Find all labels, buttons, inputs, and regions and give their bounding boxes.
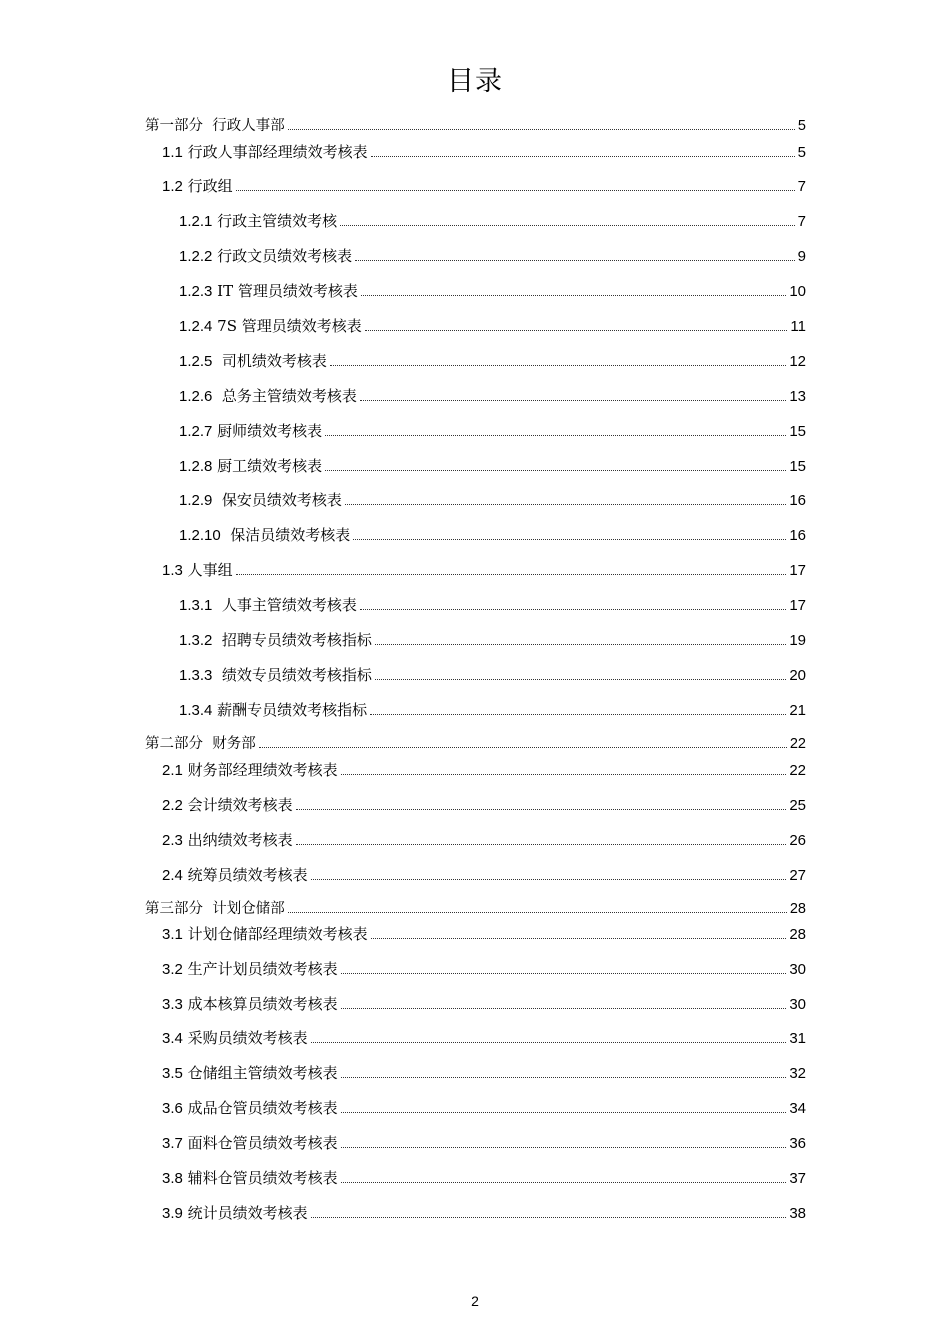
toc-entry-text: 行政文员绩效考核表 xyxy=(217,247,353,265)
toc-entry-title xyxy=(162,142,371,163)
toc-entry-text: 面料仓管员绩效考核表 xyxy=(187,1134,338,1152)
toc-dot-leader xyxy=(296,809,787,810)
toc-dot-leader xyxy=(375,644,786,645)
toc-entry-title xyxy=(162,176,236,197)
toc-dot-leader xyxy=(375,679,786,680)
toc-entry-number: 1.2.4 xyxy=(179,318,213,335)
toc-entry-page: 25 xyxy=(789,797,806,814)
toc-entry-text: 财务部经理绩效考核表 xyxy=(187,761,338,779)
toc-entry-number: 1.1 xyxy=(162,144,183,161)
toc-entry-text: 第三部分 计划仓储部 xyxy=(145,901,285,917)
toc-entry-title xyxy=(162,994,341,1015)
toc-dot-leader xyxy=(361,295,786,296)
toc-entry-page: 5 xyxy=(797,144,806,161)
toc-dot-leader xyxy=(340,225,794,226)
toc-entry-number: 1.2.7 xyxy=(179,423,213,440)
toc-entry-number: 3.1 xyxy=(162,926,183,943)
toc-dot-leader xyxy=(345,504,786,505)
toc-entry-page: 34 xyxy=(789,1100,806,1117)
toc-entry-page: 16 xyxy=(789,527,806,544)
toc-entry-title xyxy=(179,316,365,337)
toc-entry-text: 行政主管绩效考核 xyxy=(217,212,338,230)
toc-dot-leader xyxy=(353,539,786,540)
toc-entry-page: 9 xyxy=(797,248,806,265)
toc-entry-number: 2.4 xyxy=(162,867,183,884)
toc-entry-title xyxy=(179,525,353,546)
toc-entry[interactable] xyxy=(145,142,806,163)
toc-entry-text: 第二部分 财务部 xyxy=(145,736,256,752)
toc-entry[interactable] xyxy=(145,700,806,721)
toc-entry-text: 招聘专员绩效考核指标 xyxy=(217,631,372,649)
toc-entry-page: 11 xyxy=(790,318,806,335)
toc-entry-title xyxy=(179,211,340,232)
toc-entry[interactable] xyxy=(145,665,806,686)
toc-entry[interactable] xyxy=(145,351,806,372)
toc-entry-page: 20 xyxy=(789,667,806,684)
toc-entry-number: 3.6 xyxy=(162,1100,183,1117)
page-number: 2 xyxy=(471,1293,479,1309)
toc-entry-title xyxy=(179,630,375,651)
toc-dot-leader xyxy=(341,973,787,974)
toc-entry-page: 27 xyxy=(789,867,806,884)
toc-entry-text: 成品仓管员绩效考核表 xyxy=(187,1099,338,1117)
toc-entry[interactable] xyxy=(145,211,806,232)
toc-entry-title xyxy=(179,490,345,511)
toc-entry-number: 3.4 xyxy=(162,1030,183,1047)
toc-entry[interactable] xyxy=(145,386,806,407)
toc-entry-page: 5 xyxy=(797,118,806,134)
toc-entry-page: 22 xyxy=(789,736,806,752)
toc-entry[interactable] xyxy=(145,1168,806,1189)
toc-entry-page: 15 xyxy=(789,423,806,440)
toc-dot-leader xyxy=(296,844,787,845)
toc-entry-page: 17 xyxy=(789,562,806,579)
toc-dot-leader xyxy=(341,1182,787,1183)
toc-entry-number: 1.2.3 xyxy=(179,283,213,300)
toc-dot-leader xyxy=(341,1077,787,1078)
toc-entry-title xyxy=(179,281,361,302)
toc-entry[interactable] xyxy=(145,1133,806,1154)
toc-entry-page: 36 xyxy=(789,1135,806,1152)
toc-entry-page: 30 xyxy=(789,961,806,978)
toc-entry-number: 1.3.2 xyxy=(179,632,213,649)
toc-entry[interactable] xyxy=(145,1028,806,1049)
toc-entry-number: 1.2 xyxy=(162,178,183,195)
toc-dot-leader xyxy=(341,1008,787,1009)
toc-entry[interactable] xyxy=(145,924,806,945)
toc-entry-number: 1.3.4 xyxy=(179,702,213,719)
toc-entry-number: 1.3.1 xyxy=(179,597,213,614)
toc-entry-number: 1.3.3 xyxy=(179,667,213,684)
toc-entry-page: 26 xyxy=(789,832,806,849)
toc-entry-text: 计划仓储部经理绩效考核表 xyxy=(187,925,368,943)
toc-entry-title xyxy=(162,760,341,781)
toc-entry[interactable] xyxy=(145,1098,806,1119)
toc-entry-text: 出纳绩效考核表 xyxy=(187,831,293,849)
toc-entry-text: 7S 管理员绩效考核表 xyxy=(217,317,362,335)
toc-entry-title xyxy=(162,865,311,886)
toc-entry-text: 辅料仓管员绩效考核表 xyxy=(187,1169,338,1187)
toc-entry-title xyxy=(162,1203,311,1224)
toc-entry[interactable] xyxy=(145,760,806,781)
toc-entry-title xyxy=(162,1133,341,1154)
toc-entry-text: 统筹员绩效考核表 xyxy=(187,866,308,884)
toc-entry-title xyxy=(162,924,371,945)
toc-entry-number: 3.8 xyxy=(162,1170,183,1187)
toc-entry[interactable] xyxy=(145,830,806,851)
toc-entry[interactable] xyxy=(145,176,806,197)
toc-entry-text: IT 管理员绩效考核表 xyxy=(217,282,358,300)
toc-dot-leader xyxy=(330,365,786,366)
toc-entry-number: 2.2 xyxy=(162,797,183,814)
page-title: 目录 xyxy=(447,66,503,97)
toc-entry[interactable] xyxy=(145,246,806,267)
toc-entry-title xyxy=(179,386,360,407)
toc-entry-page: 28 xyxy=(789,926,806,943)
toc-entry-title xyxy=(179,700,370,721)
toc-entry-page: 32 xyxy=(789,1065,806,1082)
toc-entry[interactable] xyxy=(145,994,806,1015)
toc-entry-page: 10 xyxy=(789,283,806,300)
toc-entry-text: 采购员绩效考核表 xyxy=(187,1029,308,1047)
toc-entry-number: 3.5 xyxy=(162,1065,183,1082)
toc-entry-title xyxy=(179,595,360,616)
toc-entry-title xyxy=(162,795,296,816)
toc-entry[interactable] xyxy=(145,734,806,754)
toc-entry-text: 行政人事部经理绩效考核表 xyxy=(187,143,368,161)
toc-dot-leader xyxy=(341,774,787,775)
toc-entry-page: 7 xyxy=(797,178,806,195)
toc-dot-leader xyxy=(325,435,786,436)
toc-entry[interactable] xyxy=(145,560,806,581)
toc-entry-number: 1.2.5 xyxy=(179,353,213,370)
toc-entry[interactable] xyxy=(145,116,806,136)
toc-entry-page: 19 xyxy=(789,632,806,649)
toc-entry[interactable] xyxy=(145,525,806,546)
toc-entry-number: 1.2.1 xyxy=(179,213,213,230)
toc-entry-title xyxy=(179,421,325,442)
toc-entry-page: 28 xyxy=(789,901,806,917)
toc-entry-text: 会计绩效考核表 xyxy=(187,796,293,814)
toc-entry-page: 38 xyxy=(789,1205,806,1222)
toc-entry-number: 3.3 xyxy=(162,996,183,1013)
toc-entry-page: 30 xyxy=(789,996,806,1013)
toc-entry-page: 21 xyxy=(789,702,806,719)
toc-entry-text: 第一部分 行政人事部 xyxy=(145,118,285,134)
toc-entry-number: 3.2 xyxy=(162,961,183,978)
toc-entry-number: 3.7 xyxy=(162,1135,183,1152)
toc-entry-text: 薪酬专员绩效考核指标 xyxy=(217,701,368,719)
toc-entry[interactable] xyxy=(145,630,806,651)
toc-entry[interactable] xyxy=(145,865,806,886)
toc-entry-page: 31 xyxy=(789,1030,806,1047)
toc-entry-number: 2.1 xyxy=(162,762,183,779)
toc-entry-number: 1.2.2 xyxy=(179,248,213,265)
toc-dot-leader xyxy=(360,400,786,401)
toc-entry-page: 12 xyxy=(789,353,806,370)
toc-entry-text: 保安员绩效考核表 xyxy=(217,491,342,509)
toc-entry-page: 16 xyxy=(789,492,806,509)
toc-entry-page: 7 xyxy=(797,213,806,230)
toc-entry-text: 统计员绩效考核表 xyxy=(187,1204,308,1222)
toc-entry-title xyxy=(162,1098,341,1119)
toc-entry-title xyxy=(179,456,325,477)
toc-dot-leader xyxy=(341,1147,787,1148)
toc-entry[interactable] xyxy=(145,456,806,477)
toc-dot-leader xyxy=(371,156,795,157)
toc-entry[interactable] xyxy=(145,316,806,337)
toc-dot-leader xyxy=(311,879,787,880)
toc-dot-leader xyxy=(236,190,795,191)
toc-entry-page: 22 xyxy=(789,762,806,779)
toc-entry-title xyxy=(179,665,375,686)
toc-entry-text: 绩效专员绩效考核指标 xyxy=(217,666,372,684)
toc-entry-number: 1.2.9 xyxy=(179,492,213,509)
toc-entry-number: 2.3 xyxy=(162,832,183,849)
toc-entry-title xyxy=(162,1168,341,1189)
toc-dot-leader xyxy=(259,747,787,748)
toc-entry-text: 人事组 xyxy=(187,561,233,579)
toc-entry-page: 37 xyxy=(789,1170,806,1187)
toc-entry[interactable] xyxy=(145,281,806,302)
toc-entry-text: 保洁员绩效考核表 xyxy=(225,526,351,544)
toc-dot-leader xyxy=(355,260,794,261)
toc-entry-page: 15 xyxy=(789,458,806,475)
toc-entry-title xyxy=(145,116,288,136)
toc-entry-text: 厨师绩效考核表 xyxy=(217,422,323,440)
toc-entry-title xyxy=(145,734,259,754)
toc-entry[interactable] xyxy=(145,1203,806,1224)
toc-dot-leader xyxy=(341,1112,787,1113)
toc-entry-text: 总务主管绩效考核表 xyxy=(217,387,357,405)
toc-entry-text: 生产计划员绩效考核表 xyxy=(187,960,338,978)
toc-entry-title xyxy=(162,959,341,980)
toc-entry[interactable] xyxy=(145,421,806,442)
toc-dot-leader xyxy=(325,470,786,471)
toc-dot-leader xyxy=(360,609,786,610)
toc-entry-page: 17 xyxy=(789,597,806,614)
toc-entry-title xyxy=(179,351,330,372)
toc-entry-number: 1.2.8 xyxy=(179,458,213,475)
toc-dot-leader xyxy=(311,1217,787,1218)
toc-entry-text: 仓储组主管绩效考核表 xyxy=(187,1064,338,1082)
toc-entry-title xyxy=(162,830,296,851)
toc-entry-text: 人事主管绩效考核表 xyxy=(217,596,357,614)
toc-entry-title xyxy=(162,1063,341,1084)
toc-entry-text: 成本核算员绩效考核表 xyxy=(187,995,338,1013)
toc-entry-number: 1.3 xyxy=(162,562,183,579)
toc-dot-leader xyxy=(288,912,787,913)
toc-dot-leader xyxy=(236,574,787,575)
toc-entry-title xyxy=(145,899,288,919)
toc-entry[interactable] xyxy=(145,795,806,816)
toc-entry-title xyxy=(162,560,236,581)
toc-entry[interactable] xyxy=(145,595,806,616)
toc-entry-number: 1.2.6 xyxy=(179,388,213,405)
toc-entry[interactable] xyxy=(145,490,806,511)
toc-dot-leader xyxy=(288,129,795,130)
toc-entry-number: 3.9 xyxy=(162,1205,183,1222)
toc-entry-text: 厨工绩效考核表 xyxy=(217,457,323,475)
toc-dot-leader xyxy=(370,714,786,715)
toc-dot-leader xyxy=(365,330,788,331)
toc-entry-text: 行政组 xyxy=(187,177,233,195)
toc-entry-title xyxy=(162,1028,311,1049)
toc-dot-leader xyxy=(371,938,787,939)
toc-entry[interactable] xyxy=(145,1063,806,1084)
toc-entry-page: 13 xyxy=(789,388,806,405)
toc-dot-leader xyxy=(311,1042,787,1043)
toc-entry[interactable] xyxy=(145,959,806,980)
toc-entry-number: 1.2.10 xyxy=(179,527,221,544)
toc-entry-text: 司机绩效考核表 xyxy=(217,352,327,370)
toc-entry[interactable] xyxy=(145,899,806,919)
toc-entry-title xyxy=(179,246,355,267)
